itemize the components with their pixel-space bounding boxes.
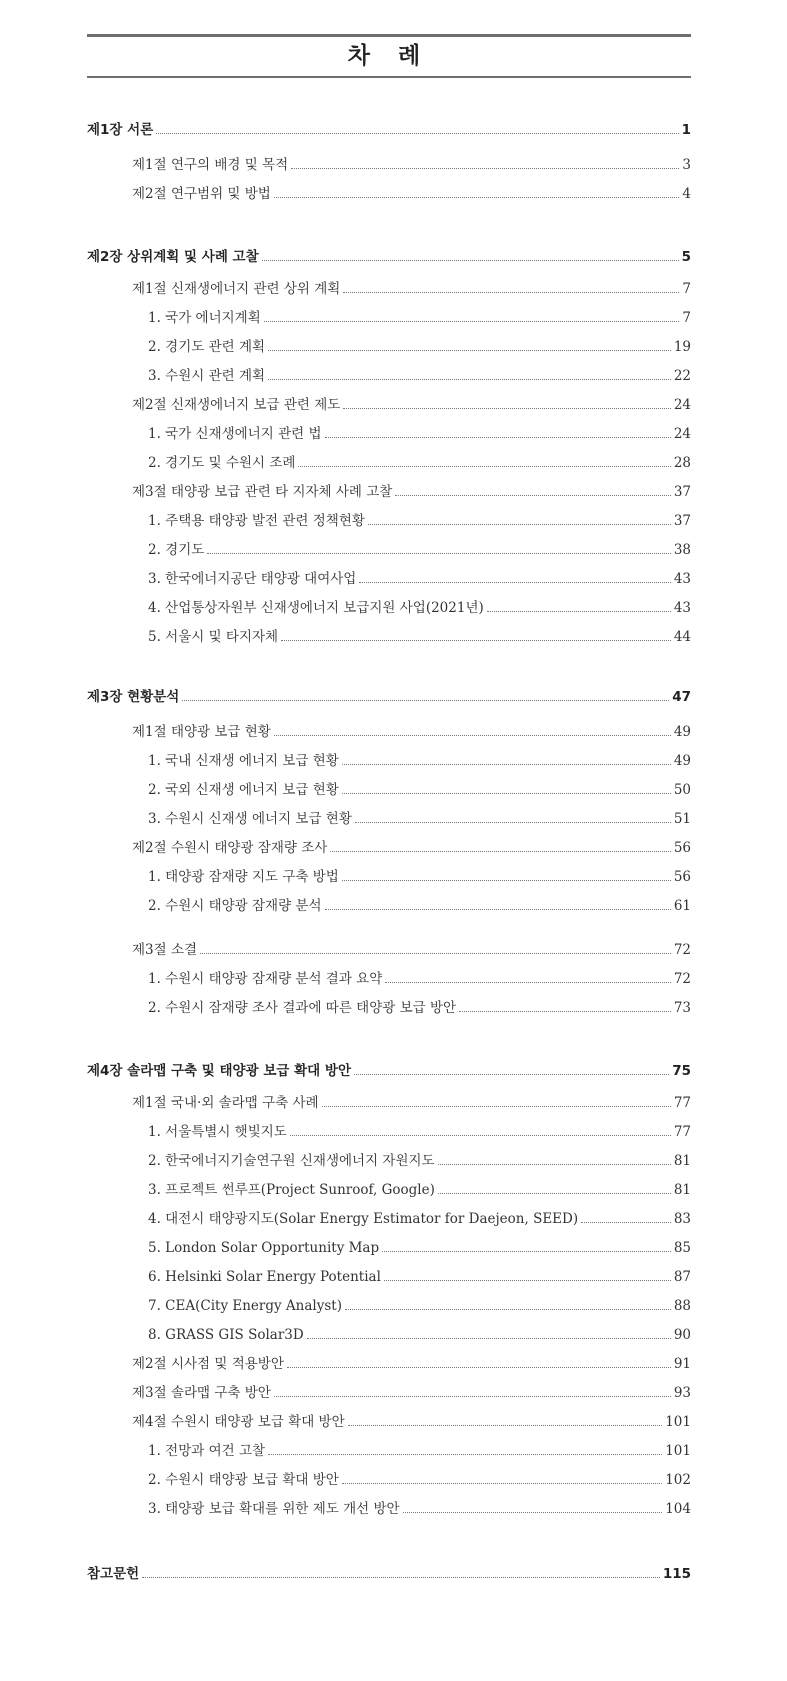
toc-entry-label: 제1절 연구의 배경 및 목적 bbox=[132, 157, 289, 173]
dot-leader bbox=[268, 379, 671, 380]
toc-entry-item bbox=[148, 1440, 691, 1462]
dot-leader bbox=[207, 553, 671, 554]
dot-leader bbox=[182, 700, 669, 701]
toc-entry-page-number: 19 bbox=[673, 339, 691, 355]
dot-leader bbox=[382, 1251, 671, 1252]
dot-leader bbox=[330, 851, 671, 852]
toc-entry-label: 1. 서울특별시 햇빛지도 bbox=[148, 1124, 287, 1140]
toc-entry-page-number: 73 bbox=[673, 1000, 691, 1016]
toc-entry-item bbox=[148, 1266, 691, 1288]
toc-entry-item bbox=[148, 365, 691, 387]
toc-entry-section bbox=[132, 1353, 691, 1375]
toc-entry-page-number: 43 bbox=[673, 571, 691, 587]
dot-leader bbox=[274, 735, 671, 736]
dot-leader bbox=[342, 1483, 662, 1484]
toc-entry-label: 1. 국가 에너지계획 bbox=[148, 310, 261, 326]
toc-entry-item bbox=[148, 895, 691, 917]
toc-entry-label: 3. 한국에너지공단 태양광 대여사업 bbox=[148, 571, 357, 587]
toc-entry-label: 제4절 수원시 태양광 보급 확대 방안 bbox=[132, 1414, 345, 1430]
toc-entry-item bbox=[148, 1469, 691, 1491]
toc-entry-label: 제1절 국내·외 솔라맵 구축 사례 bbox=[132, 1095, 319, 1111]
toc-entry-section bbox=[132, 481, 691, 503]
dot-leader bbox=[354, 1074, 669, 1075]
toc-entry-page-number: 4 bbox=[682, 186, 691, 202]
toc-entry-section bbox=[132, 1411, 691, 1433]
toc-entry-page-number: 102 bbox=[665, 1472, 691, 1488]
toc-entry-page-number: 37 bbox=[673, 484, 691, 500]
toc-entry-page-number: 5 bbox=[681, 249, 691, 265]
toc-entry-item bbox=[148, 539, 691, 561]
toc-entry-item bbox=[148, 307, 691, 329]
toc-entry-item bbox=[148, 997, 691, 1019]
toc-entry-page-number: 22 bbox=[673, 368, 691, 384]
toc-entry-chapter bbox=[87, 119, 691, 141]
toc-entry-page-number: 7 bbox=[682, 281, 691, 297]
toc-entry-section bbox=[132, 183, 691, 205]
toc-entry-label: 제3절 솔라맵 구축 방안 bbox=[132, 1385, 271, 1401]
toc-entry-page-number: 81 bbox=[673, 1153, 691, 1169]
toc-entry-item bbox=[148, 866, 691, 888]
toc-entry-page-number: 72 bbox=[673, 971, 691, 987]
toc-entry-page-number: 28 bbox=[673, 455, 691, 471]
dot-leader bbox=[156, 133, 678, 134]
toc-entry-page-number: 88 bbox=[673, 1298, 691, 1314]
dot-leader bbox=[385, 982, 671, 983]
toc-entry-item bbox=[148, 1121, 691, 1143]
dot-leader bbox=[322, 1106, 671, 1107]
toc-entry-section bbox=[132, 394, 691, 416]
toc-entry-page-number: 44 bbox=[673, 629, 691, 645]
toc-entry-label: 4. 대전시 태양광지도(Solar Energy Estimator for Daejeon, SEED) bbox=[148, 1211, 579, 1227]
dot-leader bbox=[342, 880, 671, 881]
toc-entry-label: 2. 경기도 bbox=[148, 542, 205, 558]
toc-entry-item bbox=[148, 808, 691, 830]
dot-leader bbox=[264, 321, 680, 322]
toc-entry-label: 제1절 태양광 보급 현황 bbox=[132, 724, 271, 740]
dot-leader bbox=[348, 1425, 663, 1426]
toc-entry-label: 3. 수원시 신재생 에너지 보급 현황 bbox=[148, 811, 352, 827]
toc-entry-page-number: 90 bbox=[673, 1327, 691, 1343]
toc-entry-chapter bbox=[87, 1563, 691, 1585]
dot-leader bbox=[343, 292, 679, 293]
toc-entry-item bbox=[148, 1237, 691, 1259]
toc-entry-label: 5. 서울시 및 타지자체 bbox=[148, 629, 279, 645]
dot-leader bbox=[342, 793, 671, 794]
dot-leader bbox=[345, 1309, 671, 1310]
dot-leader bbox=[274, 1396, 671, 1397]
toc-entry-item bbox=[148, 423, 691, 445]
toc-entry-label: 제2절 신재생에너지 보급 관련 제도 bbox=[132, 397, 341, 413]
dot-leader bbox=[200, 953, 671, 954]
dot-leader bbox=[438, 1193, 671, 1194]
toc-entry-item bbox=[148, 452, 691, 474]
toc-entry-label: 제4장 솔라맵 구축 및 태양광 보급 확대 방안 bbox=[87, 1063, 351, 1079]
toc-entry-item bbox=[148, 1324, 691, 1346]
dot-leader bbox=[355, 822, 671, 823]
toc-entry-page-number: 43 bbox=[673, 600, 691, 616]
dot-leader bbox=[459, 1011, 671, 1012]
toc-entry-page-number: 75 bbox=[672, 1063, 691, 1079]
toc-entry-label: 제2절 수원시 태양광 잠재량 조사 bbox=[132, 840, 328, 856]
toc-entry-label: 1. 국내 신재생 에너지 보급 현황 bbox=[148, 753, 339, 769]
toc-entry-section bbox=[132, 154, 691, 176]
dot-leader bbox=[395, 495, 670, 496]
toc-entry-section bbox=[132, 278, 691, 300]
dot-leader bbox=[281, 640, 671, 641]
toc-entry-page-number: 115 bbox=[662, 1566, 691, 1582]
toc-entry-page-number: 93 bbox=[673, 1385, 691, 1401]
toc-entry-item bbox=[148, 626, 691, 648]
page-title: 차 례 bbox=[347, 43, 431, 69]
toc-entry-item bbox=[148, 1150, 691, 1172]
toc-entry-page-number: 7 bbox=[682, 310, 691, 326]
toc-entry-label: 6. Helsinki Solar Energy Potential bbox=[148, 1269, 381, 1285]
toc-entry-chapter bbox=[87, 1060, 691, 1082]
toc-entry-item bbox=[148, 336, 691, 358]
dot-leader bbox=[403, 1512, 663, 1513]
toc-entry-label: 제2장 상위계획 및 사례 고찰 bbox=[87, 249, 259, 265]
toc-entry-page-number: 56 bbox=[673, 840, 691, 856]
toc-entry-label: 1. 수원시 태양광 잠재량 분석 결과 요약 bbox=[148, 971, 383, 987]
toc-entry-label: 제3절 태양광 보급 관련 타 지자체 사례 고찰 bbox=[132, 484, 393, 500]
toc-entry-item bbox=[148, 1208, 691, 1230]
toc-entry-page-number: 49 bbox=[673, 724, 691, 740]
toc-entry-page-number: 72 bbox=[673, 942, 691, 958]
toc-entry-page-number: 87 bbox=[673, 1269, 691, 1285]
dot-leader bbox=[287, 1367, 671, 1368]
toc-entry-page-number: 50 bbox=[673, 782, 691, 798]
toc-entry-item bbox=[148, 750, 691, 772]
dot-leader bbox=[343, 408, 670, 409]
dot-leader bbox=[268, 350, 671, 351]
toc-entry-label: 제2절 연구범위 및 방법 bbox=[132, 186, 271, 202]
toc-entry-page-number: 49 bbox=[673, 753, 691, 769]
toc-entry-label: 2. 경기도 관련 계획 bbox=[148, 339, 266, 355]
toc-entry-page-number: 47 bbox=[672, 689, 691, 705]
toc-entry-page-number: 3 bbox=[682, 157, 691, 173]
toc-entry-section bbox=[132, 1092, 691, 1114]
toc-entry-label: 2. 국외 신재생 에너지 보급 현황 bbox=[148, 782, 339, 798]
toc-entry-page-number: 1 bbox=[681, 122, 691, 138]
toc-entry-item bbox=[148, 597, 691, 619]
toc-entry-label: 제1절 신재생에너지 관련 상위 계획 bbox=[132, 281, 341, 297]
toc-entry-label: 2. 수원시 태양광 잠재량 분석 bbox=[148, 898, 322, 914]
toc-entry-item bbox=[148, 779, 691, 801]
dot-leader bbox=[274, 197, 680, 198]
toc-entry-label: 1. 전망과 여건 고찰 bbox=[148, 1443, 266, 1459]
toc-entry-item bbox=[148, 968, 691, 990]
dot-leader bbox=[298, 466, 670, 467]
dot-leader bbox=[262, 260, 679, 261]
toc-entry-page-number: 85 bbox=[673, 1240, 691, 1256]
dot-leader bbox=[581, 1222, 671, 1223]
toc-entry-page-number: 77 bbox=[673, 1095, 691, 1111]
dot-leader bbox=[384, 1280, 671, 1281]
toc-entry-label: 3. 수원시 관련 계획 bbox=[148, 368, 266, 384]
toc-entry-page-number: 56 bbox=[673, 869, 691, 885]
dot-leader bbox=[438, 1164, 671, 1165]
toc-entry-page-number: 77 bbox=[673, 1124, 691, 1140]
toc-entry-page-number: 91 bbox=[673, 1356, 691, 1372]
dot-leader bbox=[325, 909, 671, 910]
toc-entry-label: 1. 주택용 태양광 발전 관련 정책현황 bbox=[148, 513, 365, 529]
dot-leader bbox=[359, 582, 670, 583]
toc-entry-label: 제2절 시사점 및 적용방안 bbox=[132, 1356, 284, 1372]
toc-entry-chapter bbox=[87, 686, 691, 708]
toc-entry-page-number: 24 bbox=[673, 426, 691, 442]
toc-entry-page-number: 24 bbox=[673, 397, 691, 413]
toc-entry-label: 3. 태양광 보급 확대를 위한 제도 개선 방안 bbox=[148, 1501, 400, 1517]
toc-entry-item bbox=[148, 568, 691, 590]
toc-entry-chapter bbox=[87, 246, 691, 268]
toc-entry-page-number: 101 bbox=[665, 1443, 691, 1459]
toc-entry-label: 2. 경기도 및 수원시 조례 bbox=[148, 455, 296, 471]
toc-entry-label: 4. 산업통상자원부 신재생에너지 보급지원 사업(2021년) bbox=[148, 600, 484, 616]
toc-entry-label: 2. 수원시 태양광 보급 확대 방안 bbox=[148, 1472, 339, 1488]
toc-entry-page-number: 81 bbox=[673, 1182, 691, 1198]
toc-entry-label: 2. 수원시 잠재량 조사 결과에 따른 태양광 보급 방안 bbox=[148, 1000, 457, 1016]
toc-entry-page-number: 51 bbox=[673, 811, 691, 827]
toc-entry-page-number: 37 bbox=[673, 513, 691, 529]
dot-leader bbox=[307, 1338, 671, 1339]
toc-entry-label: 8. GRASS GIS Solar3D bbox=[148, 1327, 304, 1343]
toc-entry-item bbox=[148, 1179, 691, 1201]
dot-leader bbox=[290, 1135, 671, 1136]
toc-entry-label: 참고문헌 bbox=[87, 1566, 140, 1582]
toc-entry-label: 1. 태양광 잠재량 지도 구축 방법 bbox=[148, 869, 339, 885]
toc-entry-page-number: 104 bbox=[665, 1501, 691, 1517]
toc-entry-page-number: 83 bbox=[673, 1211, 691, 1227]
toc-entry-page-number: 38 bbox=[673, 542, 691, 558]
toc-entry-label: 5. London Solar Opportunity Map bbox=[148, 1240, 380, 1256]
toc-entry-item bbox=[148, 1498, 691, 1520]
toc-entry-section bbox=[132, 837, 691, 859]
toc-entry-section bbox=[132, 1382, 691, 1404]
toc-entry-label: 제3절 소결 bbox=[132, 942, 198, 958]
toc-entry-item bbox=[148, 1295, 691, 1317]
dot-leader bbox=[342, 764, 671, 765]
dot-leader bbox=[487, 611, 671, 612]
toc-entry-label: 제1장 서론 bbox=[87, 122, 154, 138]
toc-entry-label: 3. 프로젝트 썬루프(Project Sunroof, Google) bbox=[148, 1182, 435, 1198]
toc-entry-section bbox=[132, 939, 691, 961]
toc-entry-label: 2. 한국에너지기술연구원 신재생에너지 자원지도 bbox=[148, 1153, 435, 1169]
toc-entry-section bbox=[132, 721, 691, 743]
toc-entry-page-number: 101 bbox=[665, 1414, 691, 1430]
toc-entry-label: 1. 국가 신재생에너지 관련 법 bbox=[148, 426, 322, 442]
toc-entry-label: 7. CEA(City Energy Analyst) bbox=[148, 1298, 342, 1314]
toc-entry-item bbox=[148, 510, 691, 532]
dot-leader bbox=[268, 1454, 662, 1455]
toc-entry-page-number: 61 bbox=[673, 898, 691, 914]
toc-entry-label: 제3장 현황분석 bbox=[87, 689, 180, 705]
dot-leader bbox=[142, 1577, 660, 1578]
dot-leader bbox=[368, 524, 671, 525]
dot-leader bbox=[291, 168, 679, 169]
dot-leader bbox=[325, 437, 671, 438]
